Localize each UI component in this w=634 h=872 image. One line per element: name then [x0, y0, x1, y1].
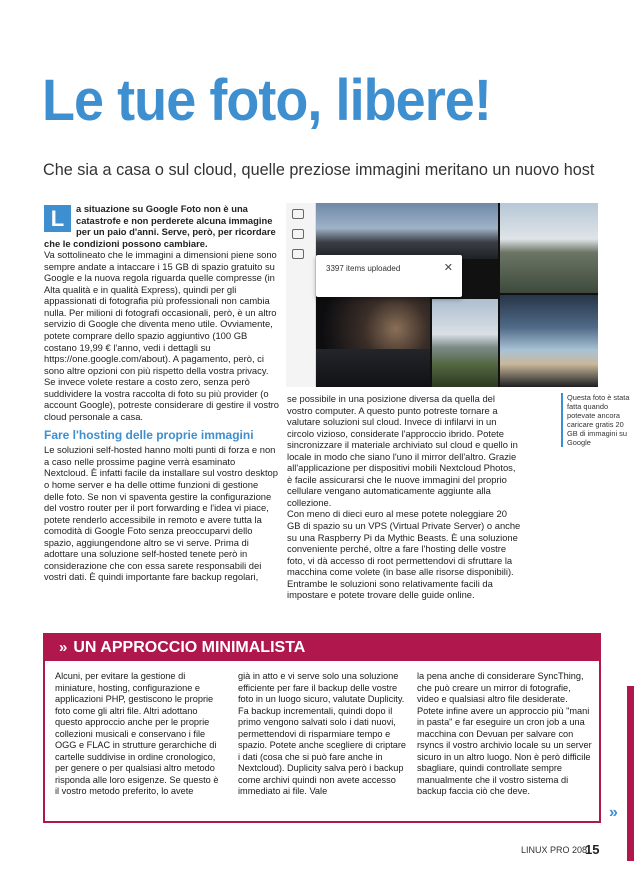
body-paragraph: se possibile in una posizione diversa da quella del vostro computer. A questo punto potreste tornare a valutare soluzioni sul cloud. Invece di infilarvi in un circolo vizioso, considerate l'approccio ibrido. Potete sincronizzare il materiale archiviato sul cloud e quello in locale in modo che siano l'uno il mirror dell'altro. Grazie all'applicazione per dispositivi mobili Nextcloud Photos, è facile assicurarsi che le nuove immagini del proprio cellulare vengano automaticamente aggiunte alla collezione.: [287, 393, 518, 508]
boxout-column-2: già in atto e vi serve solo una soluzione efficiente per fare il backup delle vostre foto in un luogo sicuro, valutate Duplicity. Fa backup incrementali, quindi dopo il primo vengono salvati solo i dati nuovi, permettendovi di risparmiare tempo e spazio. Potete anche scegliere di criptare i dati (cosa che si può fare anche in Nextcloud). Duplicity salva però i backup come archivi quindi non avete accesso immediato ai file. Vale: [238, 671, 407, 796]
article-column-2: [287, 393, 522, 601]
boxout: [43, 633, 601, 823]
boxout-title: UN APPROCCIO MINIMALISTA: [73, 639, 306, 656]
upload-icon: [292, 229, 304, 239]
photo-thumbnail: [500, 295, 598, 387]
chevron-icon: »: [59, 639, 68, 656]
boxout-column-1: Alcuni, per evitare la gestione di miniature, hosting, configurazione e applicazioni PHP, gestiscono le proprie foto come gli altri file. Altri adottano questo approccio anche per le proprie collezioni musicali e conservano i file OGG e FLAC in strutture gerarchiche di cartelle suddivise in ordine cronologico, per genere o per qualsiasi altro metodo risponda alle loro esigenze. Se questo è il vostro metodo preferito, lo avete: [55, 671, 219, 796]
body-paragraph: Con meno di dieci euro al mese potete noleggiare 20 GB di spazio su un VPS (Virtual Private Server) o anche su una Raspberry Pi da Mythic Beasts. È una soluzione conveniente perché, oltre a fare l'hosting delle vostre foto, vi dà accesso di root permettendovi di sfruttare la macchina come volete (in base alle risorse disponibili). Entrambe le soluzioni sono relativamente facili da impostare e potete trovare delle guide online.: [287, 508, 521, 601]
close-icon[interactable]: ✕: [443, 262, 453, 274]
photo-thumbnail: [500, 203, 598, 293]
article-column-1: [44, 203, 280, 583]
upload-dialog: [316, 255, 462, 297]
upload-status-text: 3397 items uploaded: [326, 264, 401, 273]
photos-icon: [292, 209, 304, 219]
next-page-arrow-icon: »: [609, 804, 618, 821]
page-subtitle: Che sia a casa o sul cloud, quelle preziose immagini meritano un nuovo host: [43, 160, 595, 179]
intro-paragraph: a situazione su Google Foto non è una catastrofe e non perderete alcuna immagine per un paio d'anni. Serve, però, per ricordare che le condizioni possono cambiare.: [44, 203, 276, 249]
photo-thumbnail: [316, 203, 498, 259]
section-heading: Fare l'hosting delle proprie immagini: [44, 428, 254, 443]
album-icon: [292, 249, 304, 259]
body-paragraph: Le soluzioni self-hosted hanno molti punti di forza e non a caso nelle prossime pagine verrà esaminato Nextcloud. È infatti facile da installare sul vostro desktop o home server e ha delle ottime funzioni di gestione delle foto. Se non vi spaventa gestire la configurazione del vostro router per il port forwarding e l'idea vi piace, potete renderlo accessibile in remoto e avere tutta la comodità di Google Foto senza preoccuparvi dello spazio, aggiungendone altro se vi serve. Prima di adottare una soluzione self-hosted tenete però in considerazione che con essa sarete responsabili dei vostri dati. È quindi importante fare backup regolari,: [44, 444, 278, 583]
body-paragraph: Va sottolineato che le immagini a dimensioni piene sono sempre andate a intaccare i 15 GB di spazio gratuito su Google e la nuova regola riguarda quelle compresse (in Alta qualità e in qualità Express), quindi per gli appassionati di fotografia più professionali non cambia nulla. Per milioni di fotografi occasionali, però, è un altro servizio di Google che diventa meno utile. Ovviamente, potete comprare dello spazio aggiuntivo (100 GB costano 19,99 € l'anno, vedi i dettagli su https://one.google.com/about). A pagamento, però, ci sono altre opzioni con più rispetto della vostra privacy. Se invece volete restare a costo zero, senza però suddividere la vostra raccolta di foto su più provider (o account Google), potreste considerare di gestire il vostro cloud personale a casa.: [44, 249, 280, 422]
boxout-column-3: la pena anche di considerare SyncThing, che può creare un mirror di fotografie, video e qualsiasi altro file desiderate. Potete infine avere un approccio più "mani in pasta" e far eseguire un cron job a una macchina con Devuan per salvare con rsyncs il vostro archivio locale su un server sicuro in un altro luogo. Non è però difficile sbagliare, quindi controllate sempre manualmente che il vostro sistema di backup faccia ciò che deve.: [417, 671, 592, 796]
photo-thumbnail: [432, 299, 498, 387]
photo-caption: Questa foto è stata fatta quando potevate ancora caricare gratis 20 GB di immagini su Google: [561, 393, 631, 447]
page-edge-bar: [627, 686, 634, 861]
drop-cap: L: [44, 205, 71, 232]
magazine-name: LINUX PRO 208: [521, 845, 588, 855]
photo-thumbnail: [316, 349, 430, 387]
photo-screenshot: [286, 203, 598, 387]
page-title: Le tue foto, libere!: [42, 68, 491, 133]
boxout-heading: [45, 635, 599, 661]
app-sidebar: [286, 203, 316, 387]
page-number: 15: [585, 842, 600, 857]
